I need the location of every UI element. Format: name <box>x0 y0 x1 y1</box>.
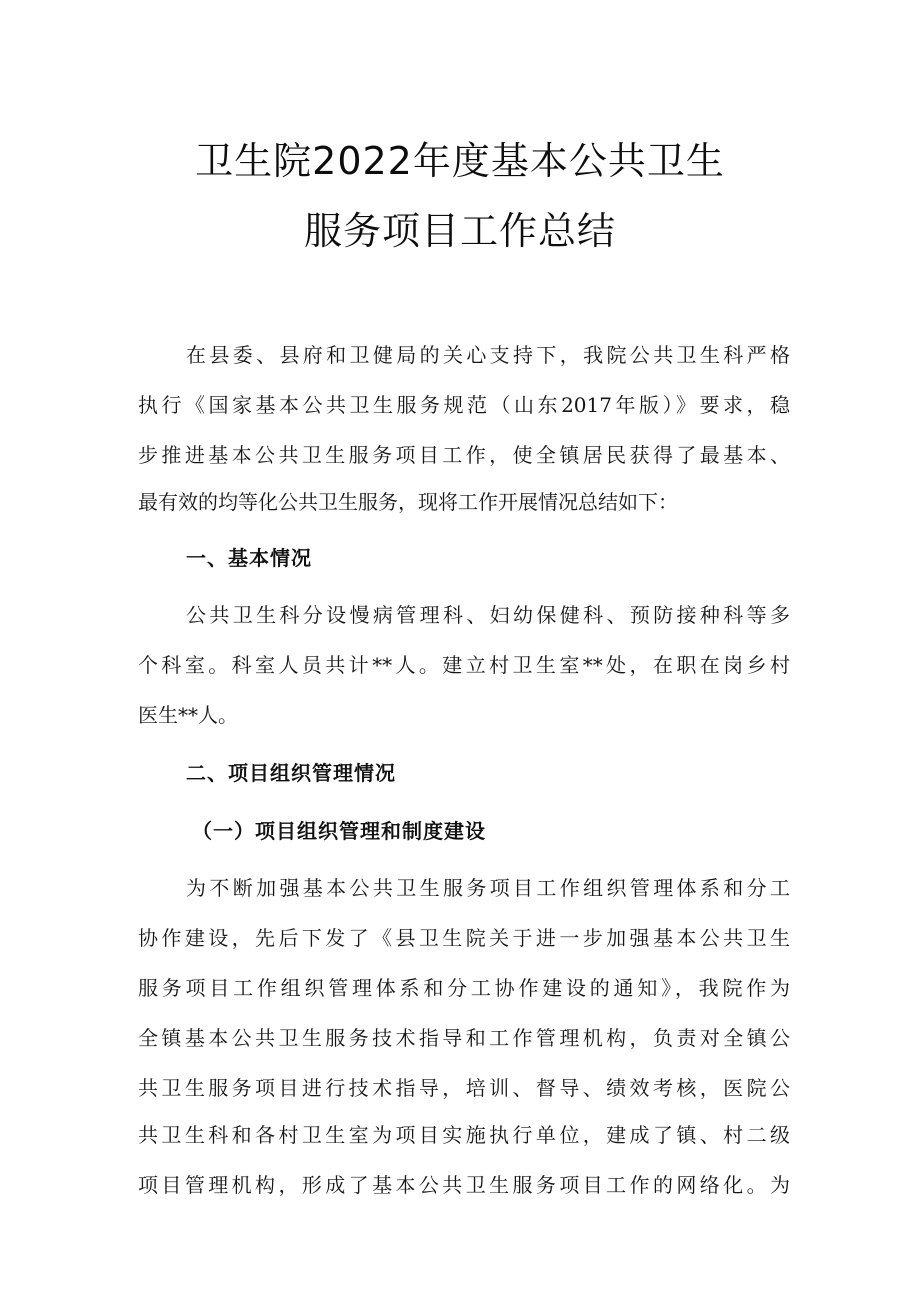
document-title-line-2: 服务项目工作总结 <box>303 209 616 253</box>
paragraph-3-line-3: 服务项目工作组织管理体系和分工协作建设的通知》，我院作为 <box>138 976 790 1000</box>
paragraph-3-line-7: 项目管理机构，形成了基本公共卫生服务项目工作的网络化。为 <box>138 1173 790 1197</box>
paragraph-1-line-3: 步推进基本公共卫生服务项目工作，使全镇居民获得了最基本、 <box>138 443 790 467</box>
document-title-line-1: 卫生院2022年度基本公共卫生 <box>195 139 725 183</box>
paragraph-3-line-2: 协作建设，先后下发了《县卫生院关于进一步加强基本公共卫生 <box>138 926 790 950</box>
section-heading-project-management: 二、项目组织管理情况 <box>186 761 396 785</box>
paragraph-3-line-5: 共卫生服务项目进行技术指导，培训、督导、绩效考核，医院公 <box>138 1076 790 1100</box>
paragraph-3-line-6: 共卫生科和各村卫生室为项目实施执行单位，建成了镇、村二级 <box>138 1123 790 1147</box>
paragraph-1-line-1: 在县委、县府和卫健局的关心支持下，我院公共卫生科严格 <box>186 343 790 367</box>
paragraph-3-line-1: 为不断加强基本公共卫生服务项目工作组织管理体系和分工 <box>186 876 790 900</box>
paragraph-2-line-1: 公共卫生科分设慢病管理科、妇幼保健科、预防接种科等多 <box>186 603 790 627</box>
paragraph-2-line-3: 医生**人。 <box>138 703 238 727</box>
paragraph-1-line-2: 执行《国家基本公共卫生服务规范（山东2017年版）》要求，稳 <box>138 393 790 417</box>
paragraph-3-line-4: 全镇基本公共卫生服务技术指导和工作管理机构，负责对全镇公 <box>138 1026 790 1050</box>
subsection-heading-organization: （一）项目组织管理和制度建设 <box>192 819 486 843</box>
paragraph-1-line-4: 最有效的均等化公共卫生服务，现将工作开展情况总结如下： <box>138 490 678 514</box>
paragraph-2-line-2: 个科室。科室人员共计**人。建立村卫生室**处，在职在岗乡村 <box>138 653 790 677</box>
section-heading-basic-situation: 一、基本情况 <box>186 546 312 570</box>
